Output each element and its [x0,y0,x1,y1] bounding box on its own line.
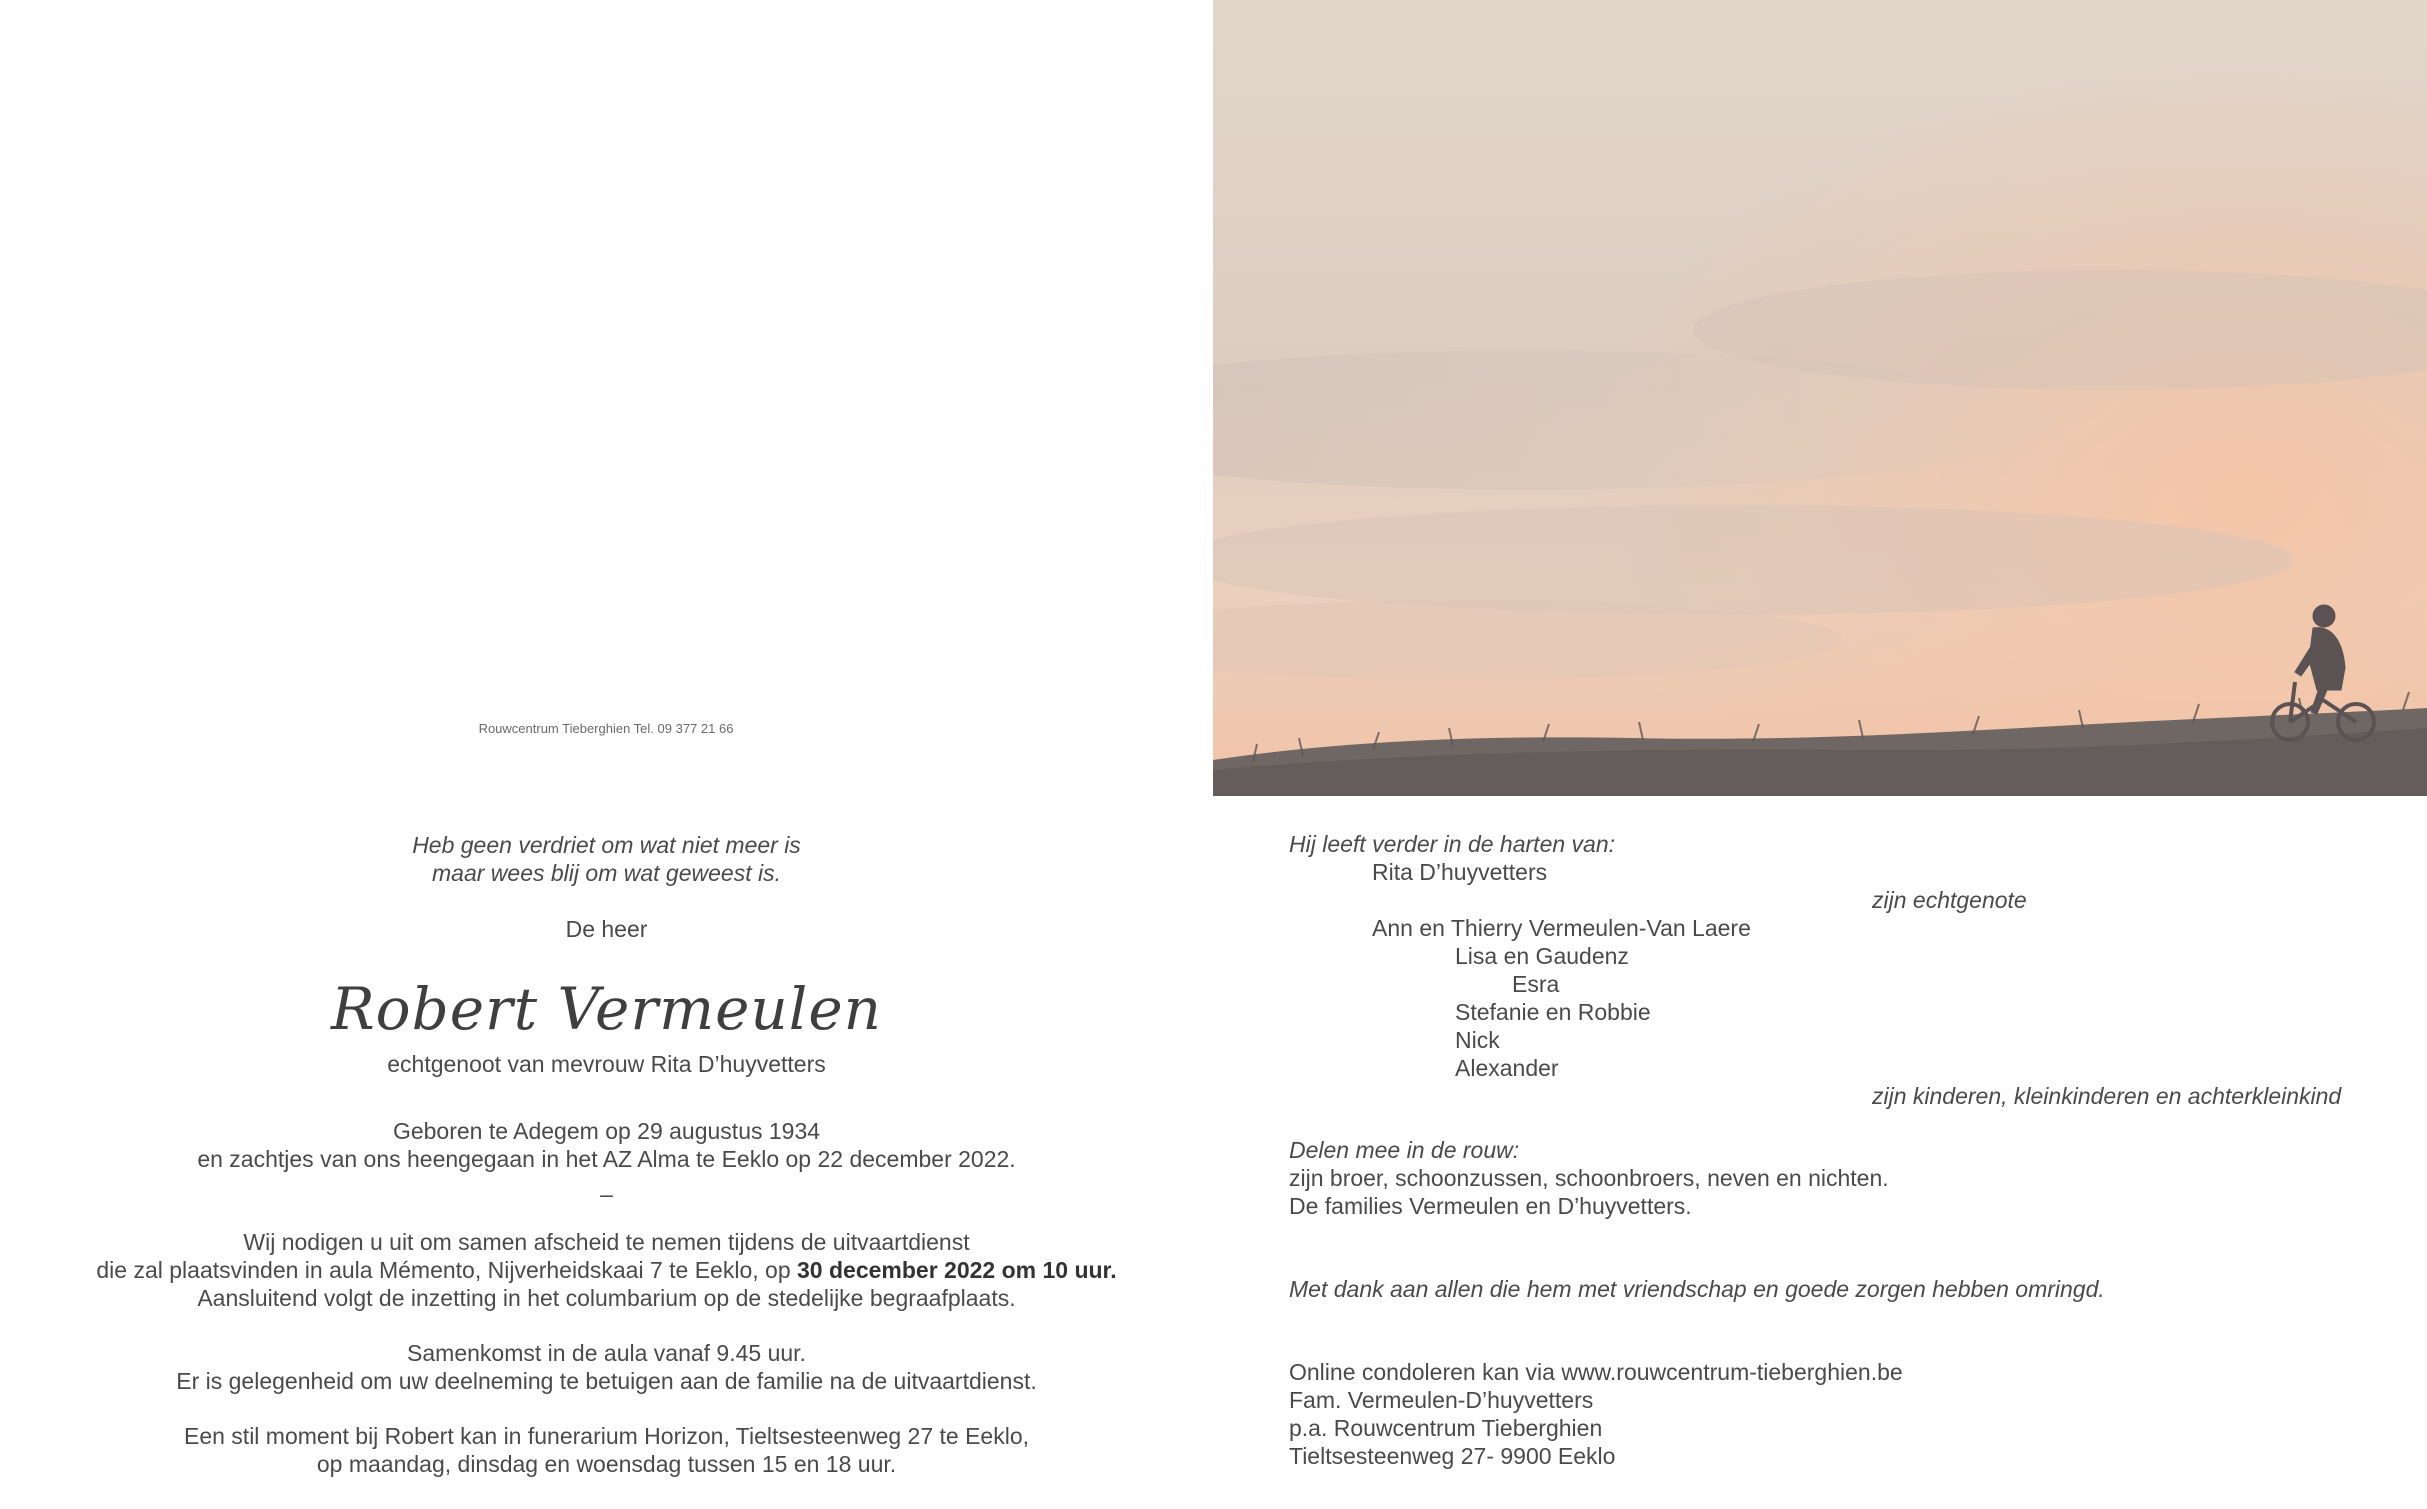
grandchild-2: Stefanie en Robbie [1455,999,1651,1025]
mourning-line-2: De families Vermeulen en D’huyvetters. [1289,1193,1692,1219]
funeral-home-note: Rouwcentrum Tieberghien Tel. 09 377 21 66 [478,721,734,736]
invite-line-2 [0,1256,1213,1284]
service-date-time: 30 december 2022 om 10 uur. [797,1257,1117,1283]
visit-line-2: op maandag, dinsdag en woensdag tussen 15 en 18 uur. [316,1451,897,1477]
spouse-name: Rita D’huyvetters [1372,859,1548,885]
quote-line-1: Heb geen verdriet om wat niet meer is [412,832,801,858]
children-names: Ann en Thierry Vermeulen-Van Laere [1372,915,1751,941]
address-line-3: Tieltsesteenweg 27- 9900 Eeklo [1289,1443,1616,1469]
mourning-line-1: zijn broer, schoonzussen, schoonbroers, neven en nichten. [1289,1165,1889,1191]
online-condolences: Online condoleren kan via www.rouwcentrum-tieberghien.be [1289,1359,1903,1385]
spouse-role: zijn echtgenote [1872,887,2027,913]
mourning-heading: Delen mee in de rouw: [1289,1137,1520,1163]
photo-illustration [1213,0,2427,796]
invite-line-1: Wij nodigen u uit om samen afscheid te nemen tijdens de uitvaartdienst [243,1229,970,1255]
quote-line-2: maar wees blij om wat geweest is. [432,860,781,886]
separator: – [600,1181,613,1207]
death-line: en zachtjes van ons heengegaan in het AZ Alma te Eeklo op 22 december 2022. [197,1146,1016,1172]
great-grandchild: Esra [1512,971,1560,997]
birth-line: Geboren te Adegem op 29 augustus 1934 [392,1118,821,1144]
address-line-1: Fam. Vermeulen-D’huyvetters [1289,1387,1594,1413]
invite-line-2-text: die zal plaatsvinden in aula Mémento, Nijverheidskaai 7 te Eeklo, op [96,1257,797,1283]
gathering-line-2: Er is gelegenheid om uw deelneming te betuigen aan de familie na de uitvaartdienst. [176,1368,1037,1394]
children-role: zijn kinderen, kleinkinderen en achterkleinkind [1872,1083,2342,1109]
hearts-heading: Hij leeft verder in de harten van: [1289,831,1616,857]
invite-line-3: Aansluitend volgt de inzetting in het columbarium op de stedelijke begraafplaats. [197,1285,1016,1311]
visit-line-1: Een stil moment bij Robert kan in funerarium Horizon, Tieltsesteenweg 27 te Eeklo, [183,1423,1030,1449]
thanks-line: Met dank aan allen die hem met vriendschap en goede zorgen hebben omringd. [1289,1276,2105,1302]
sunset-cyclist-photo [1213,0,2427,796]
grandchild-4: Alexander [1455,1055,1559,1081]
salutation: De heer [565,916,648,942]
address-line-2: p.a. Rouwcentrum Tieberghien [1289,1415,1603,1441]
grandchild-3: Nick [1455,1027,1500,1053]
gathering-line-1: Samenkomst in de aula vanaf 9.45 uur. [407,1340,806,1366]
deceased-name: Robert Vermeulen [330,975,883,1043]
spouse-line: echtgenoot van mevrouw Rita D’huyvetters [387,1051,826,1077]
grandchild-1: Lisa en Gaudenz [1455,943,1629,969]
